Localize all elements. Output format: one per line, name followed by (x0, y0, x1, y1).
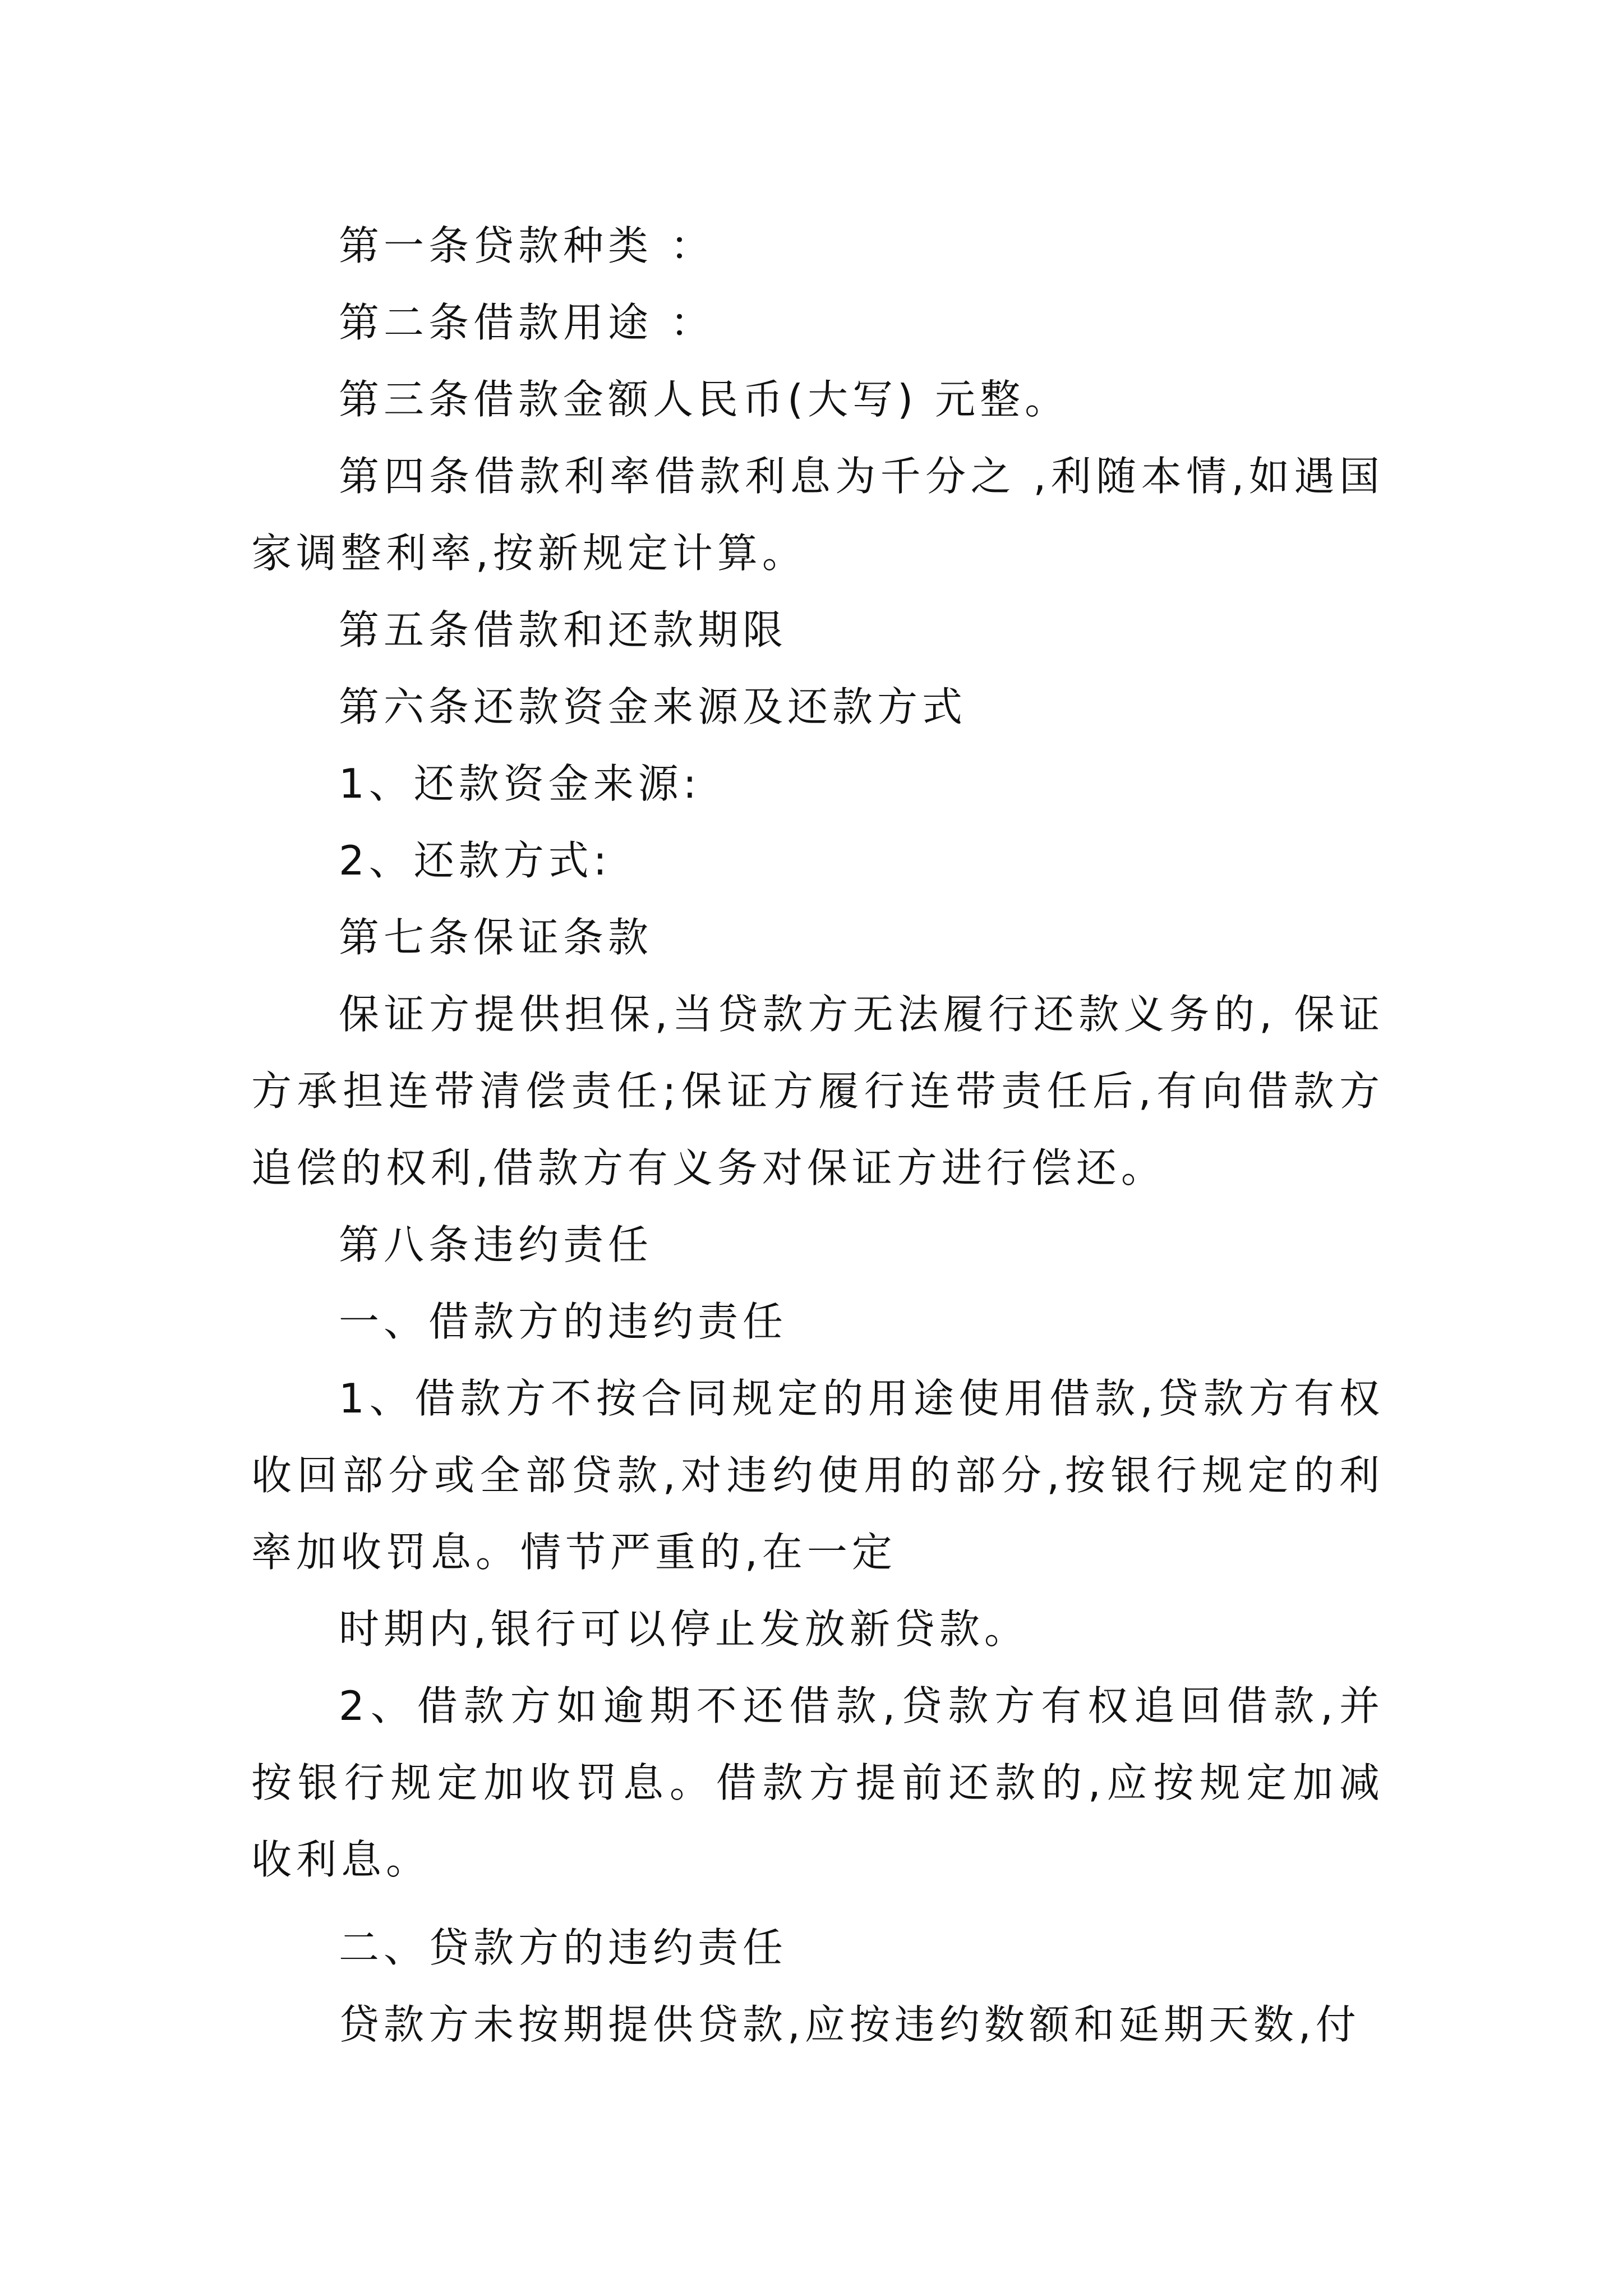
clause-4-interest-rate: 第四条借款利率借款利息为千分之 ,利随本情,如遇国家调整利率,按新规定计算。 (251, 453, 1384, 577)
clause-2-loan-purpose: 第二条借款用途 ： (339, 299, 715, 346)
borrower-liability-heading: 一、借款方的违约责任 (339, 1298, 788, 1345)
clause-6-repayment-source: 第六条还款资金来源及还款方式 (339, 683, 967, 730)
paragraph-gap (251, 1898, 1384, 1910)
guarantee-text: 保证方提供担保,当贷款方无法履行还款义务的, 保证方承担连带清偿责任;保证方履行连带责任后,有向借款方追偿的权利,借款方有义务对保证方进行偿还。 (251, 991, 1384, 1191)
document-body (251, 208, 1384, 2063)
lender-liability-text: 贷款方未按期提供贷款,应按违约数额和延期天数,付 (339, 2001, 1361, 2048)
clause-3-loan-amount: 第三条借款金额人民币(大写) 元整。 (339, 376, 1070, 423)
clause-7-guarantee: 第七条保证条款 (339, 914, 653, 961)
borrower-liability-item-1-cont: 时期内,银行可以停止发放新贷款。 (339, 1605, 1029, 1653)
repayment-method-item: 2、还款方式: (339, 837, 612, 884)
lender-liability-heading: 二、贷款方的违约责任 (339, 1924, 788, 1971)
clause-5-term: 第五条借款和还款期限 (339, 606, 788, 654)
borrower-liability-item-1: 1、借款方不按合同规定的用途使用借款,贷款方有权收回部分或全部贷款,对违约使用的部分,按银行规定的利率加收罚息。情节严重的,在一定 (251, 1375, 1384, 1576)
repayment-source-item: 1、还款资金来源: (339, 760, 702, 807)
borrower-liability-item-2: 2、借款方如逾期不还借款,贷款方有权追回借款,并按银行规定加收罚息。借款方提前还款的,应按规定加减收利息。 (251, 1682, 1384, 1883)
clause-8-liability: 第八条违约责任 (339, 1221, 653, 1268)
clause-1-loan-type: 第一条贷款种类 ： (339, 222, 715, 269)
